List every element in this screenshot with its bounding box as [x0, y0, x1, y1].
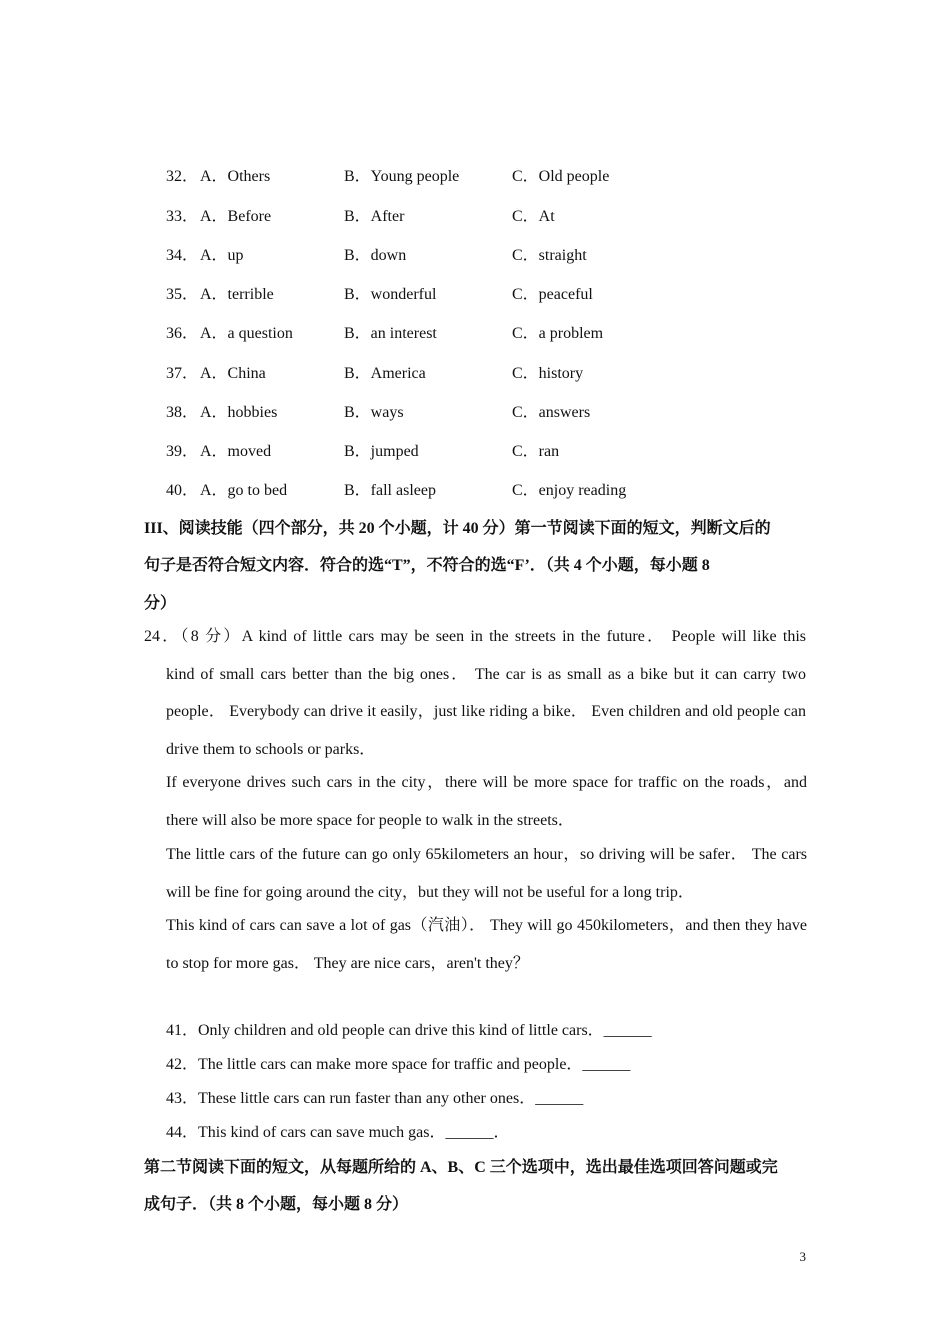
choice-a: A．Others [200, 168, 271, 185]
choice-a: A．terrible [200, 286, 274, 303]
choice-a: A．Before [200, 208, 272, 225]
choice-c: C．straight [512, 247, 587, 264]
choice-b: B．ways [344, 404, 404, 421]
question-number: 34． [166, 247, 199, 264]
choice-b: B．After [344, 208, 405, 225]
question-number: 36． [166, 325, 199, 342]
choice-a: A．hobbies [200, 404, 278, 421]
page-number: 3 [799, 1249, 806, 1264]
choice-b: B．Young people [344, 168, 460, 185]
section-3-heading-line-3: 分） [144, 595, 177, 612]
choice-c: C．ran [512, 443, 560, 460]
passage-24-paragraph-4: This kind of cars can save a lot of gas（汽油）． They will go 450kilometers，and then they have to stop for more gas． They are nice cars，aren't they？ [166, 917, 807, 972]
choice-b: B．fall asleep [344, 482, 436, 499]
question-number: 38． [166, 404, 199, 421]
choice-c: C．a problem [512, 325, 604, 342]
choice-b: B．wonderful [344, 286, 437, 303]
choice-a: A．a question [200, 325, 293, 342]
choice-a: A．go to bed [200, 482, 288, 499]
choice-c: C．At [512, 208, 555, 225]
question-42: 42．The little cars can make more space for traffic and people．______ [166, 1056, 631, 1073]
section-2-heading-line-1: 第二节阅读下面的短文，从每题所给的 A、B、C 三个选项中，选出最佳选项回答问题或完 [144, 1159, 778, 1176]
question-44: 44．This kind of cars can save much gas．______． [166, 1124, 510, 1141]
choice-c: C．enjoy reading [512, 482, 627, 499]
question-number: 37． [166, 365, 199, 382]
choice-c: C．peaceful [512, 286, 593, 303]
question-number: 32． [166, 168, 199, 185]
choice-c: C．history [512, 365, 584, 382]
question-43: 43．These little cars can run faster than any other ones．______ [166, 1090, 584, 1107]
question-number: 40． [166, 482, 199, 499]
choice-b: B．an interest [344, 325, 437, 342]
question-number: 39． [166, 443, 199, 460]
passage-24-first-paragraph-rest: kind of small cars better than the big ones． The car is as small as a bike but it can carry two people． Everybody can drive it easily，just like riding a bike． Even children and old people can drive them to schools or parks． [166, 665, 806, 758]
passage-24-first-line: 24．（8 分）A kind of little cars may be seen in the streets in the future． People will like this [144, 628, 806, 645]
choice-a: A．up [200, 247, 244, 264]
passage-24-paragraph-3: The little cars of the future can go only 65kilometers an hour，so driving will be safer． The cars will be fine for going around the city，but they will not be useful for a long trip． [166, 846, 807, 901]
choice-a: A．moved [200, 443, 272, 460]
choice-c: C．answers [512, 404, 591, 421]
section-3-heading-line-1: III、阅读技能（四个部分，共 20 个小题，计 40 分）第一节阅读下面的短文，判断文后的 [144, 520, 771, 537]
passage-24-paragraph-1 [144, 618, 806, 768]
choice-c: C．Old people [512, 168, 610, 185]
choice-a: A．China [200, 365, 266, 382]
question-number: 33． [166, 208, 199, 225]
question-41: 41．Only children and old people can drive this kind of little cars．______ [166, 1022, 652, 1039]
choice-b: B．jumped [344, 443, 419, 460]
choice-b: B．America [344, 365, 426, 382]
section-3-heading-line-2: 句子是否符合短文内容．符合的选“T”，不符合的选“F’．（共 4 个小题，每小题 8 [144, 557, 710, 574]
section-2-heading-line-2: 成句子．（共 8 个小题，每小题 8 分） [144, 1196, 409, 1213]
choice-b: B．down [344, 247, 407, 264]
passage-24-paragraph-2: If everyone drives such cars in the city，there will be more space for traffic on the roads，and there will also be more space for people to walk in the streets． [166, 774, 807, 829]
question-number: 35． [166, 286, 199, 303]
